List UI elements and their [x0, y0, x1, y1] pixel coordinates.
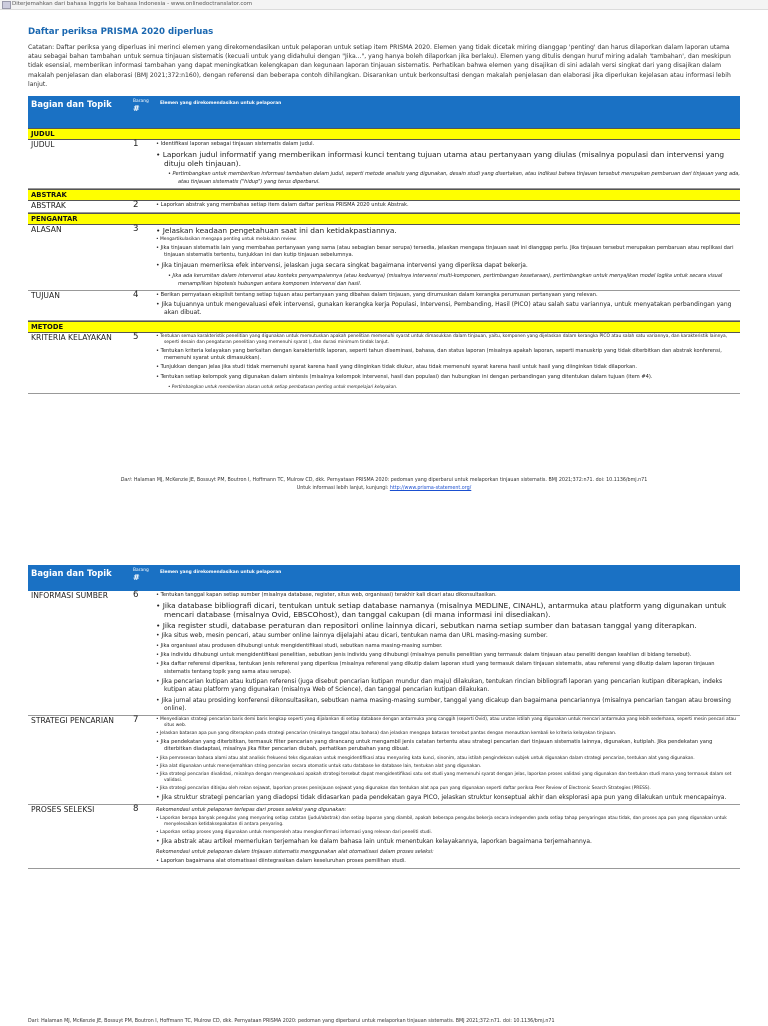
checklist-row [28, 805, 740, 869]
header-elements: Elemen yang direkomendasikan untuk pelaporan [160, 101, 282, 106]
row-element: • Jika tujuannya untuk mengevaluasi efek intervensi, gunakan kerangka kerja Populasi, Intervensi, Pembanding, Hasil (PICO) atau salah satu variannya, untuk menyatakan perbandingan yang akan dibuat. [156, 301, 732, 317]
row-element: • Jika pemrosesan bahasa alami atau alat analisis frekuensi teks digunakan untuk mengidentifikasi atau menyaring kata kunci, sinonim, atau istilah pengindeksan subjek untuk digunakan dalam strategi pencarian, tentukan alat yang digunakan. [156, 755, 695, 761]
source-citation-page-2: Dari: Halaman MJ, McKenzie JE, Bossuyt PM, Boutron I, Hoffmann TC, Mulrow CD, dkk. Pernyataan PRISMA 2020: pedoman yang diperbarui untuk melaporkan tinjauan sistematis. BMJ 2021;372:n71. doi: 10.1136/bmj.n71 [28, 1019, 555, 1024]
row-element: • Jika pendekatan yang diterbitkan, termasuk filter pencarian yang dirancang untuk mengambil jenis catatan tertentu atau strategi pencarian dari tinjauan sistematis lainnya, digunakan, kutiplah. Jika pendekatan yang diterbitkan diadaptasi, misalnya jika filter pencarian diubah, perhatikan perubahan yang dibuat. [156, 739, 713, 753]
row-element: • Laporkan bagaimana alat otomatisasi diintegrasikan dalam keseluruhan proses pemilihan studi. [156, 858, 406, 865]
row-topic: INFORMASI SUMBER [31, 591, 108, 600]
row-element: • Jika tinjauan memeriksa efek intervensi, jelaskan juga secara singkat bagaimana intervensi yang diperiksa dapat bekerja. [156, 261, 528, 269]
checklist-row [28, 333, 740, 395]
row-element: • Tunjukkan dengan jelas jika studi tidak memenuhi syarat karena hasil yang diinginkan tidak diukur, atau tidak memenuhi syarat karena hasil untuk hasil yang diinginkan tidak dilaporkan. [156, 364, 637, 371]
row-element: • Jika ada kerumitan dalam intervensi atau konteks penyampaiannya (atau keduanya) (misalnya intervensi multi-komponen, pertimbangan kesetaraan), pertimbangkan untuk menyajikan model logika untuk secara visual menampilkan hipotesis hubungan antara komponen intervensi dan hasil. [168, 272, 723, 287]
row-element: Rekomendasi untuk pelaporan dalam tinjauan sistematis menggunakan alat otomatisasi dalam proses seleksi: [156, 849, 434, 856]
checklist-row [28, 716, 740, 805]
row-topic: STRATEGI PENCARIAN [31, 716, 114, 726]
checklist-row [28, 201, 740, 212]
section-band: PENGANTAR [28, 213, 740, 225]
row-element: • Tentukan setiap kelompok yang digunakan dalam sintesis (misalnya kelompok intervensi, hasil dan populasi) dan hubungkan ini dengan perbandingan yang ditentukan dalam tujuan (item #4). [156, 373, 653, 380]
row-element: • Jika jurnal atau prosiding konferensi dikonsultasikan, sebutkan nama masing-masing sumber, tanggal yang dicakup dan bagaimana pencariannya (misalnya pencarian tangan atau browsing online). [156, 696, 731, 712]
row-element: • Pertimbangkan untuk memberikan alasan untuk setiap pembatasan penting untuk mempelajari kelayakan. [168, 384, 398, 390]
checklist-row [28, 591, 740, 716]
row-item-number: 5 [133, 331, 139, 342]
header-elements: Elemen yang direkomendasikan untuk pelaporan [160, 570, 282, 575]
row-topic: TUJUAN [31, 290, 60, 300]
row-item-number: 1 [133, 139, 139, 149]
row-element: • Pertimbangkan untuk memberikan informasi tambahan dalam judul, seperti metode analisis yang digunakan, desain studi yang disertakan, atau indikasi bahwa tinjauan tersebut merupakan pembaruan dari tinjauan yang ada, atau tinjauan sistematis ("hidup") yang terus diperbarui. [168, 171, 740, 186]
row-topic: JUDUL [31, 140, 55, 149]
row-item-number: 6 [133, 590, 139, 600]
row-element: • Menyediakan strategi pencarian baris demi baris lengkap seperti yang dijalankan di setiap database dengan antarmuka yang canggih (seperti Ovid), atau urutan istilah yang digunakan untuk mencari antarmuka yang lebih sederhana, seperti mesin pencari atau situs web. [156, 717, 736, 729]
row-element: • Jika strategi pencarian ditinjau oleh rekan sejawat, laporkan proses peninjauan sejawat yang digunakan dan tentukan alat apa pun yang digunakan seperti daftar periksa Peer Review of Electronic Search Strategies (PRESS). [156, 785, 651, 791]
row-element: • Laporkan berapa banyak pengulas yang menyaring setiap catatan (judul/abstrak) dan setiap laporan yang diambil, apakah beberapa pengulas bekerja secara independen pada setiap tahap penyaringan atau tidak, dan proses apa pun yang digunakan untuk menyelesaikan ketidaksepakatan di antara penyaring. [156, 816, 727, 828]
table-header [28, 565, 740, 591]
row-topic: KRITERIA KELAYAKAN [31, 332, 112, 342]
row-element: • Laporkan abstrak yang membahas setiap item dalam daftar periksa PRISMA 2020 untuk Abstrak. [156, 202, 409, 209]
row-element: • Tentukan kriteria kelayakan yang berkaitan dengan karakteristik laporan, seperti tahun diseminasi, bahasa, dan status laporan (misalnya apakah laporan, seperti manuskrip yang tidak diterbitkan dan abstrak konferensi, memenuhi syarat untuk dimasukkan). [156, 347, 722, 362]
row-element: Rekomendasi untuk pelaporan terlepas dari proses seleksi yang digunakan: [156, 807, 347, 814]
row-element: • Jelaskan keadaan pengetahuan saat ini dan ketidakpastiannya. [156, 225, 397, 235]
checklist-row [28, 225, 740, 291]
row-topic: PROSES SELEKSI [31, 805, 95, 815]
source-citation: Dari: Halaman MJ, McKenzie JE, Bossuyt PM, Boutron I, Hoffmann TC, Mulrow CD, dkk. Pernyataan PRISMA 2020: pedoman yang diperbarui untuk melaporkan tinjauan sistematis. BMJ 2021;372:n71. doi: 10.1136/bmj.n71 Untuk informasi lebih lanjut, kunjungi: http://www.prisma-statement.org/ [120, 478, 648, 491]
row-item-number: 8 [133, 804, 139, 815]
header-topic: Bagian dan Topik [31, 99, 112, 109]
page-title: Daftar periksa PRISMA 2020 diperluas [28, 27, 214, 37]
row-element: • Jika situs web, mesin pencari, atau sumber online lainnya dijelajahi atau dicari, tentukan nama dan URL masing-masing sumber. [156, 632, 548, 640]
intro-note: Catatan: Daftar periksa yang diperluas ini merinci elemen yang direkomendasikan untuk pelaporan untuk setiap item PRISMA 2020. Elemen yang tidak dicetak miring dianggap 'penting' dan harus dilaporkan dalam laporan utama atau sebagai bahan tambahan untuk semua tinjauan sistematis (kecuali untuk yang didahului dengan "Jika...", yang hanya boleh dilaporkan jika berlaku). Elemen yang ditulis dengan huruf miring adalah 'tambahan', dan meskipun tidak esensial, memberikan informasi tambahan yang dapat meningkatkan kelengkapan dan kegunaan laporan tinjauan sistematis. Perhatikan bahwa elemen yang disajikan di sini adalah versi singkat dari yang disajikan dalam makalah penjelasan dan elaborasi (BMJ 2021;372:n160), dengan referensi dan beberapa contoh dihilangkan. Disarankan untuk berkonsultasi dengan makalah penjelasan dan elaborasi jika diperlukan kejelasan atau informasi lebih lanjut. [28, 44, 731, 88]
row-item-number: 7 [133, 715, 139, 726]
row-element: • Jika organisasi atau produsen dihubungi untuk mengidentifikasi studi, sebutkan nama masing-masing sumber. [156, 642, 443, 649]
row-item-number: 3 [133, 223, 139, 234]
row-element: • Jelaskan batasan apa pun yang diterapkan pada strategi pencarian (misalnya tanggal atau bahasa) dan jelaskan mengapa batasan tersebut pantas dengan menautkan kembali ke kriteria kelayakan tinjauan. [156, 731, 617, 737]
row-element: • Jika abstrak atau artikel memerlukan terjemahan ke dalam bahasa lain untuk menentukan kelayakannya, laporkan bagaimana terjemahannya. [156, 838, 592, 846]
row-element: • Tentukan tanggal kapan setiap sumber (misalnya database, register, situs web, organisasi) terakhir kali dicari atau dikonsultasikan. [156, 592, 497, 598]
row-element: • Laporkan setiap proses yang digunakan untuk memperoleh atau mengkonfirmasi informasi yang relevan dari peneliti studi. [156, 830, 433, 836]
row-topic: ALASAN [31, 224, 62, 234]
table-header [28, 96, 740, 128]
row-element: • Berikan pernyataan eksplisit tentang setiap tujuan atau pertanyaan yang dibahas dalam tinjauan, yang dirumuskan dalam kerangka perumusan pertanyaan yang relevan. [156, 291, 598, 298]
row-element: • Jika daftar referensi diperiksa, tentukan jenis referensi yang diperiksa (misalnya referensi yang dikutip dalam laporan studi yang termasuk dalam tinjauan sistematis, atau referensi yang dikutip dalam laporan tinjauan sistematis tentang topik yang sama atau serupa). [156, 661, 715, 675]
prisma-link[interactable]: http://www.prisma-statement.org/ [389, 485, 472, 491]
row-element: • Jika strategi pencarian divalidasi, misalnya dengan mengevaluasi apakah strategi tersebut dapat mengidentifikasi satu set studi yang memenuhi syarat dengan jelas, laporkan proses validasi yang digunakan dan tentukan studi mana yang termasuk dalam set validasi. [156, 771, 732, 783]
checklist-row [28, 140, 740, 189]
row-element: • Jika register studi, database peraturan dan repositori online lainnya dicari, sebutkan nama setiap sumber dan batasan tanggal yang diterapkan. [156, 621, 697, 631]
row-item-number: 4 [133, 289, 139, 300]
row-element: • Laporkan judul informatif yang memberikan informasi kunci tentang tujuan utama atau pertanyaan yang diulas (misalnya populasi dan intervensi yang dituju oleh tinjauan). [156, 150, 725, 169]
checklist-table-page-2 [28, 565, 740, 869]
row-element: • Jika pencarian kutipan atau kutipan referensi (juga disebut pencarian kutipan mundur dan maju) dilakukan, tentukan rincian bibliografi laporan yang pencarian kutipan diterapkan, indeks kutipan atau platform yang digunakan (misalnya Web of Science), dan tanggal pencarian kutipan dilakukan. [156, 678, 723, 694]
section-band: JUDUL [28, 128, 740, 140]
row-element: • Tentukan semua karakteristik penelitian yang digunakan untuk memutuskan apakah penelitian memenuhi syarat untuk dimasukkan dalam tinjauan, yaitu, komponen yang dijelaskan dalam kerangka PICO atau salah satu variannya, dan karakteristik lainnya, seperti desain dan pengaturan penelitian yang memenuhi syarat ), dan durasi minimum tindak lanjut. [156, 333, 728, 345]
header-item-number: Barang # [133, 568, 149, 582]
translation-banner-text[interactable]: Diterjemahkan dari bahasa Inggris ke bahasa Indonesia - www.onlinedoctranslator.com [12, 1, 253, 7]
section-band: METODE [28, 321, 740, 333]
row-element: • Mengartikulasikan mengapa penting untuk melakukan review. [156, 236, 297, 242]
row-element: • Identifikasi laporan sebagai tinjauan sistematis dalam judul. [156, 141, 315, 147]
row-element: • Jika individu dihubungi untuk mengidentifikasi penelitian, sebutkan jenis individu yang dihubungi (misalnya penulis penelitian yang termasuk dalam tinjauan atau peneliti dengan keahlian di bidang tersebut). [156, 652, 692, 659]
row-element: • Jika database bibliografi dicari, tentukan untuk setiap database namanya (misalnya MEDLINE, CINAHL), antarmuka atau platform yang digunakan untuk mencari database (misalnya Ovid, EBSCOhost), dan tanggal cakupan (di mana informasi ini disediakan). [156, 601, 727, 620]
checklist-row [28, 291, 740, 321]
row-item-number: 2 [133, 200, 139, 211]
translator-logo-icon [2, 1, 11, 9]
row-element: • Jika struktur strategi pencarian yang diadopsi tidak didasarkan pada pendekatan gaya PICO, jelaskan struktur konseptual akhir dan eksplorasi apa pun yang dilakukan untuk mencapainya. [156, 793, 727, 801]
checklist-table-page-1 [28, 96, 740, 394]
row-topic: ABSTRAK [31, 201, 66, 211]
section-band: ABSTRAK [28, 189, 740, 201]
header-topic: Bagian dan Topik [31, 568, 112, 578]
header-item-number: Barang # [133, 99, 149, 113]
row-element: • Jika tinjauan sistematis lain yang membahas pertanyaan yang sama (atau sebagian besar serupa) tersedia, jelaskan mengapa tinjauan saat ini dianggap perlu. Jika tinjauan tersebut merupakan pembaruan atau replikasi dari tinjauan sistematis tertentu, tunjukkan ini dan kutip tinjauan sebelumnya. [156, 244, 734, 259]
row-element: • Jika alat digunakan untuk menerjemahkan string pencarian secara otomatis untuk satu database ke database lain, tentukan alat yang digunakan. [156, 763, 482, 769]
translation-banner [0, 0, 768, 10]
